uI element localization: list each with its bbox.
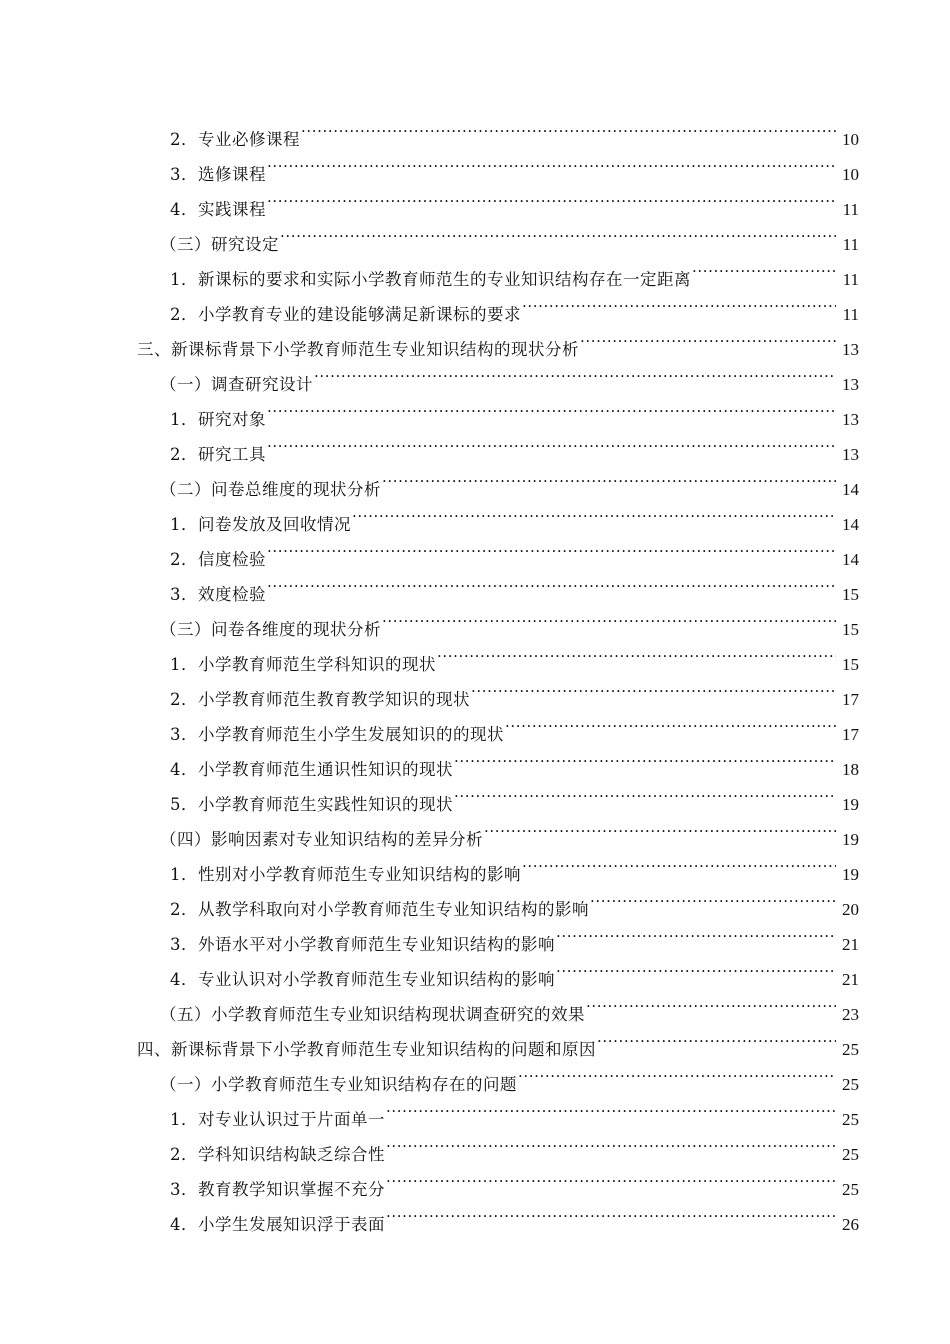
toc-entry[interactable]	[0, 250, 950, 289]
toc-dot-leader	[505, 705, 836, 740]
toc-entry-title: （一）小学教育师范生专业知识结构存在的问题	[160, 1075, 517, 1094]
toc-dot-leader	[518, 1055, 836, 1090]
toc-entry-title: （三）研究设定	[160, 235, 279, 254]
toc-page-number: 13	[842, 340, 859, 359]
toc-page-number: 10	[842, 130, 859, 149]
toc-dot-leader	[437, 635, 836, 670]
toc-entry[interactable]	[0, 1125, 950, 1164]
toc-entry-title: （五）小学教育师范生专业知识结构现状调查研究的效果	[160, 1005, 585, 1024]
toc-page-number: 18	[842, 760, 859, 779]
toc-page-number: 26	[842, 1215, 859, 1234]
toc-dot-leader	[454, 775, 836, 810]
toc-entry[interactable]	[0, 705, 950, 744]
toc-dot-leader	[267, 425, 836, 460]
toc-dot-leader	[471, 670, 836, 705]
toc-dot-leader	[382, 600, 836, 635]
toc-entry-title: （四）影响因素对专业知识结构的差异分析	[160, 830, 483, 849]
toc-entry-title: 1．新课标的要求和实际小学教育师范生的专业知识结构存在一定距离	[170, 270, 691, 289]
toc-dot-leader	[692, 250, 836, 285]
toc-entry[interactable]	[0, 145, 950, 184]
toc-entry-title: 4．实践课程	[170, 200, 266, 219]
toc-entry-title: 1．对专业认识过于片面单一	[170, 1110, 385, 1129]
toc-entry-title: （二）问卷总维度的现状分析	[160, 480, 381, 499]
toc-entry-title: 1．小学教育师范生学科知识的现状	[170, 655, 436, 674]
toc-entry[interactable]	[0, 355, 950, 394]
toc-entry[interactable]	[0, 600, 950, 639]
toc-entry[interactable]	[0, 950, 950, 989]
toc-page-number: 11	[842, 305, 859, 324]
toc-page-number: 14	[842, 480, 859, 499]
toc-page-number: 11	[842, 200, 859, 219]
toc-entry[interactable]	[0, 635, 950, 674]
toc-dot-leader	[556, 950, 836, 985]
toc-page-number: 25	[842, 1040, 859, 1059]
toc-entry[interactable]	[0, 915, 950, 954]
toc-entry-title: 4．专业认识对小学教育师范生专业知识结构的影响	[170, 970, 555, 989]
toc-dot-leader	[586, 985, 836, 1020]
toc-dot-leader	[484, 810, 836, 845]
toc-page-number: 13	[842, 445, 859, 464]
toc-page-number: 25	[842, 1075, 859, 1094]
toc-page-number: 14	[842, 515, 859, 534]
toc-entry[interactable]	[0, 985, 950, 1024]
toc-entry-title: 2．小学教育师范生教育教学知识的现状	[170, 690, 470, 709]
toc-entry-title: 2．学科知识结构缺乏综合性	[170, 1145, 385, 1164]
toc-dot-leader	[267, 565, 836, 600]
toc-dot-leader	[352, 495, 836, 530]
toc-page-number: 25	[842, 1180, 859, 1199]
toc-dot-leader	[386, 1160, 836, 1195]
toc-entry[interactable]	[0, 285, 950, 324]
toc-page-number: 10	[842, 165, 859, 184]
toc-entry-title: 2．专业必修课程	[170, 130, 300, 149]
toc-page-number: 25	[842, 1110, 859, 1129]
toc-page-number: 13	[842, 410, 859, 429]
toc-dot-leader	[386, 1090, 836, 1125]
toc-dot-leader	[267, 145, 836, 180]
toc-entry-title: 4．小学教育师范生通识性知识的现状	[170, 760, 453, 779]
toc-entry[interactable]	[0, 1055, 950, 1094]
toc-page-number: 15	[842, 620, 859, 639]
toc-dot-leader	[454, 740, 836, 775]
toc-entry[interactable]	[0, 425, 950, 464]
toc-dot-leader	[522, 845, 836, 880]
toc-entry-title: 3．小学教育师范生小学生发展知识的的现状	[170, 725, 504, 744]
toc-page-number: 20	[842, 900, 859, 919]
table-of-contents	[0, 110, 950, 1234]
toc-dot-leader	[590, 880, 836, 915]
toc-entry[interactable]	[0, 1195, 950, 1234]
toc-entry[interactable]	[0, 320, 950, 359]
toc-entry-title: 3．效度检验	[170, 585, 266, 604]
toc-entry-title: （一）调查研究设计	[160, 375, 313, 394]
toc-dot-leader	[267, 180, 836, 215]
toc-page-number: 11	[842, 270, 859, 289]
toc-page-number: 19	[842, 865, 859, 884]
toc-page-number: 21	[842, 935, 859, 954]
toc-page-number: 17	[842, 690, 859, 709]
toc-entry-title: 三、新课标背景下小学教育师范生专业知识结构的现状分析	[137, 340, 579, 359]
toc-dot-leader	[580, 320, 836, 355]
toc-entry-title: 1．性别对小学教育师范生专业知识结构的影响	[170, 865, 521, 884]
toc-entry[interactable]	[0, 810, 950, 849]
toc-page-number: 13	[842, 375, 859, 394]
toc-entry[interactable]	[0, 740, 950, 779]
toc-dot-leader	[301, 110, 836, 145]
toc-entry-title: 2．从教学科取向对小学教育师范生专业知识结构的影响	[170, 900, 589, 919]
toc-entry[interactable]	[0, 670, 950, 709]
toc-entry[interactable]	[0, 495, 950, 534]
toc-dot-leader	[556, 915, 836, 950]
toc-entry-title: 2．研究工具	[170, 445, 266, 464]
toc-entry-title: （三）问卷各维度的现状分析	[160, 620, 381, 639]
toc-entry-title: 5．小学教育师范生实践性知识的现状	[170, 795, 453, 814]
toc-entry[interactable]	[0, 845, 950, 884]
toc-dot-leader	[267, 390, 836, 425]
toc-page-number: 15	[842, 585, 859, 604]
toc-entry-title: 3．选修课程	[170, 165, 266, 184]
toc-entry[interactable]	[0, 215, 950, 254]
toc-entry[interactable]	[0, 390, 950, 429]
toc-entry[interactable]	[0, 110, 950, 149]
toc-entry-title: 4．小学生发展知识浮于表面	[170, 1215, 385, 1234]
toc-entry[interactable]	[0, 530, 950, 569]
toc-entry[interactable]	[0, 565, 950, 604]
toc-page-number: 19	[842, 795, 859, 814]
toc-page-number: 14	[842, 550, 859, 569]
toc-dot-leader	[386, 1125, 836, 1160]
toc-page-number: 15	[842, 655, 859, 674]
toc-entry-title: 1．研究对象	[170, 410, 266, 429]
toc-dot-leader	[386, 1195, 836, 1230]
toc-page-number: 25	[842, 1145, 859, 1164]
toc-entry-title: 1．问卷发放及回收情况	[170, 515, 351, 534]
toc-dot-leader	[314, 355, 836, 390]
toc-entry-title: 2．信度检验	[170, 550, 266, 569]
toc-entry[interactable]	[0, 1160, 950, 1199]
toc-entry-title: 3．教育教学知识掌握不充分	[170, 1180, 385, 1199]
toc-dot-leader	[267, 530, 836, 565]
toc-page-number: 21	[842, 970, 859, 989]
toc-entry-title: 四、新课标背景下小学教育师范生专业知识结构的问题和原因	[137, 1040, 596, 1059]
toc-page-number: 19	[842, 830, 859, 849]
toc-dot-leader	[382, 460, 836, 495]
toc-dot-leader	[597, 1020, 836, 1055]
toc-entry[interactable]	[0, 1090, 950, 1129]
toc-entry[interactable]	[0, 180, 950, 219]
toc-entry[interactable]	[0, 1020, 950, 1059]
toc-entry[interactable]	[0, 775, 950, 814]
toc-entry-title: 2．小学教育专业的建设能够满足新课标的要求	[170, 305, 521, 324]
toc-page-number: 23	[842, 1005, 859, 1024]
toc-page-number: 17	[842, 725, 859, 744]
toc-dot-leader	[522, 285, 836, 320]
toc-entry[interactable]	[0, 460, 950, 499]
toc-entry[interactable]	[0, 880, 950, 919]
toc-page-number: 11	[842, 235, 859, 254]
toc-entry-title: 3．外语水平对小学教育师范生专业知识结构的影响	[170, 935, 555, 954]
toc-dot-leader	[280, 215, 836, 250]
